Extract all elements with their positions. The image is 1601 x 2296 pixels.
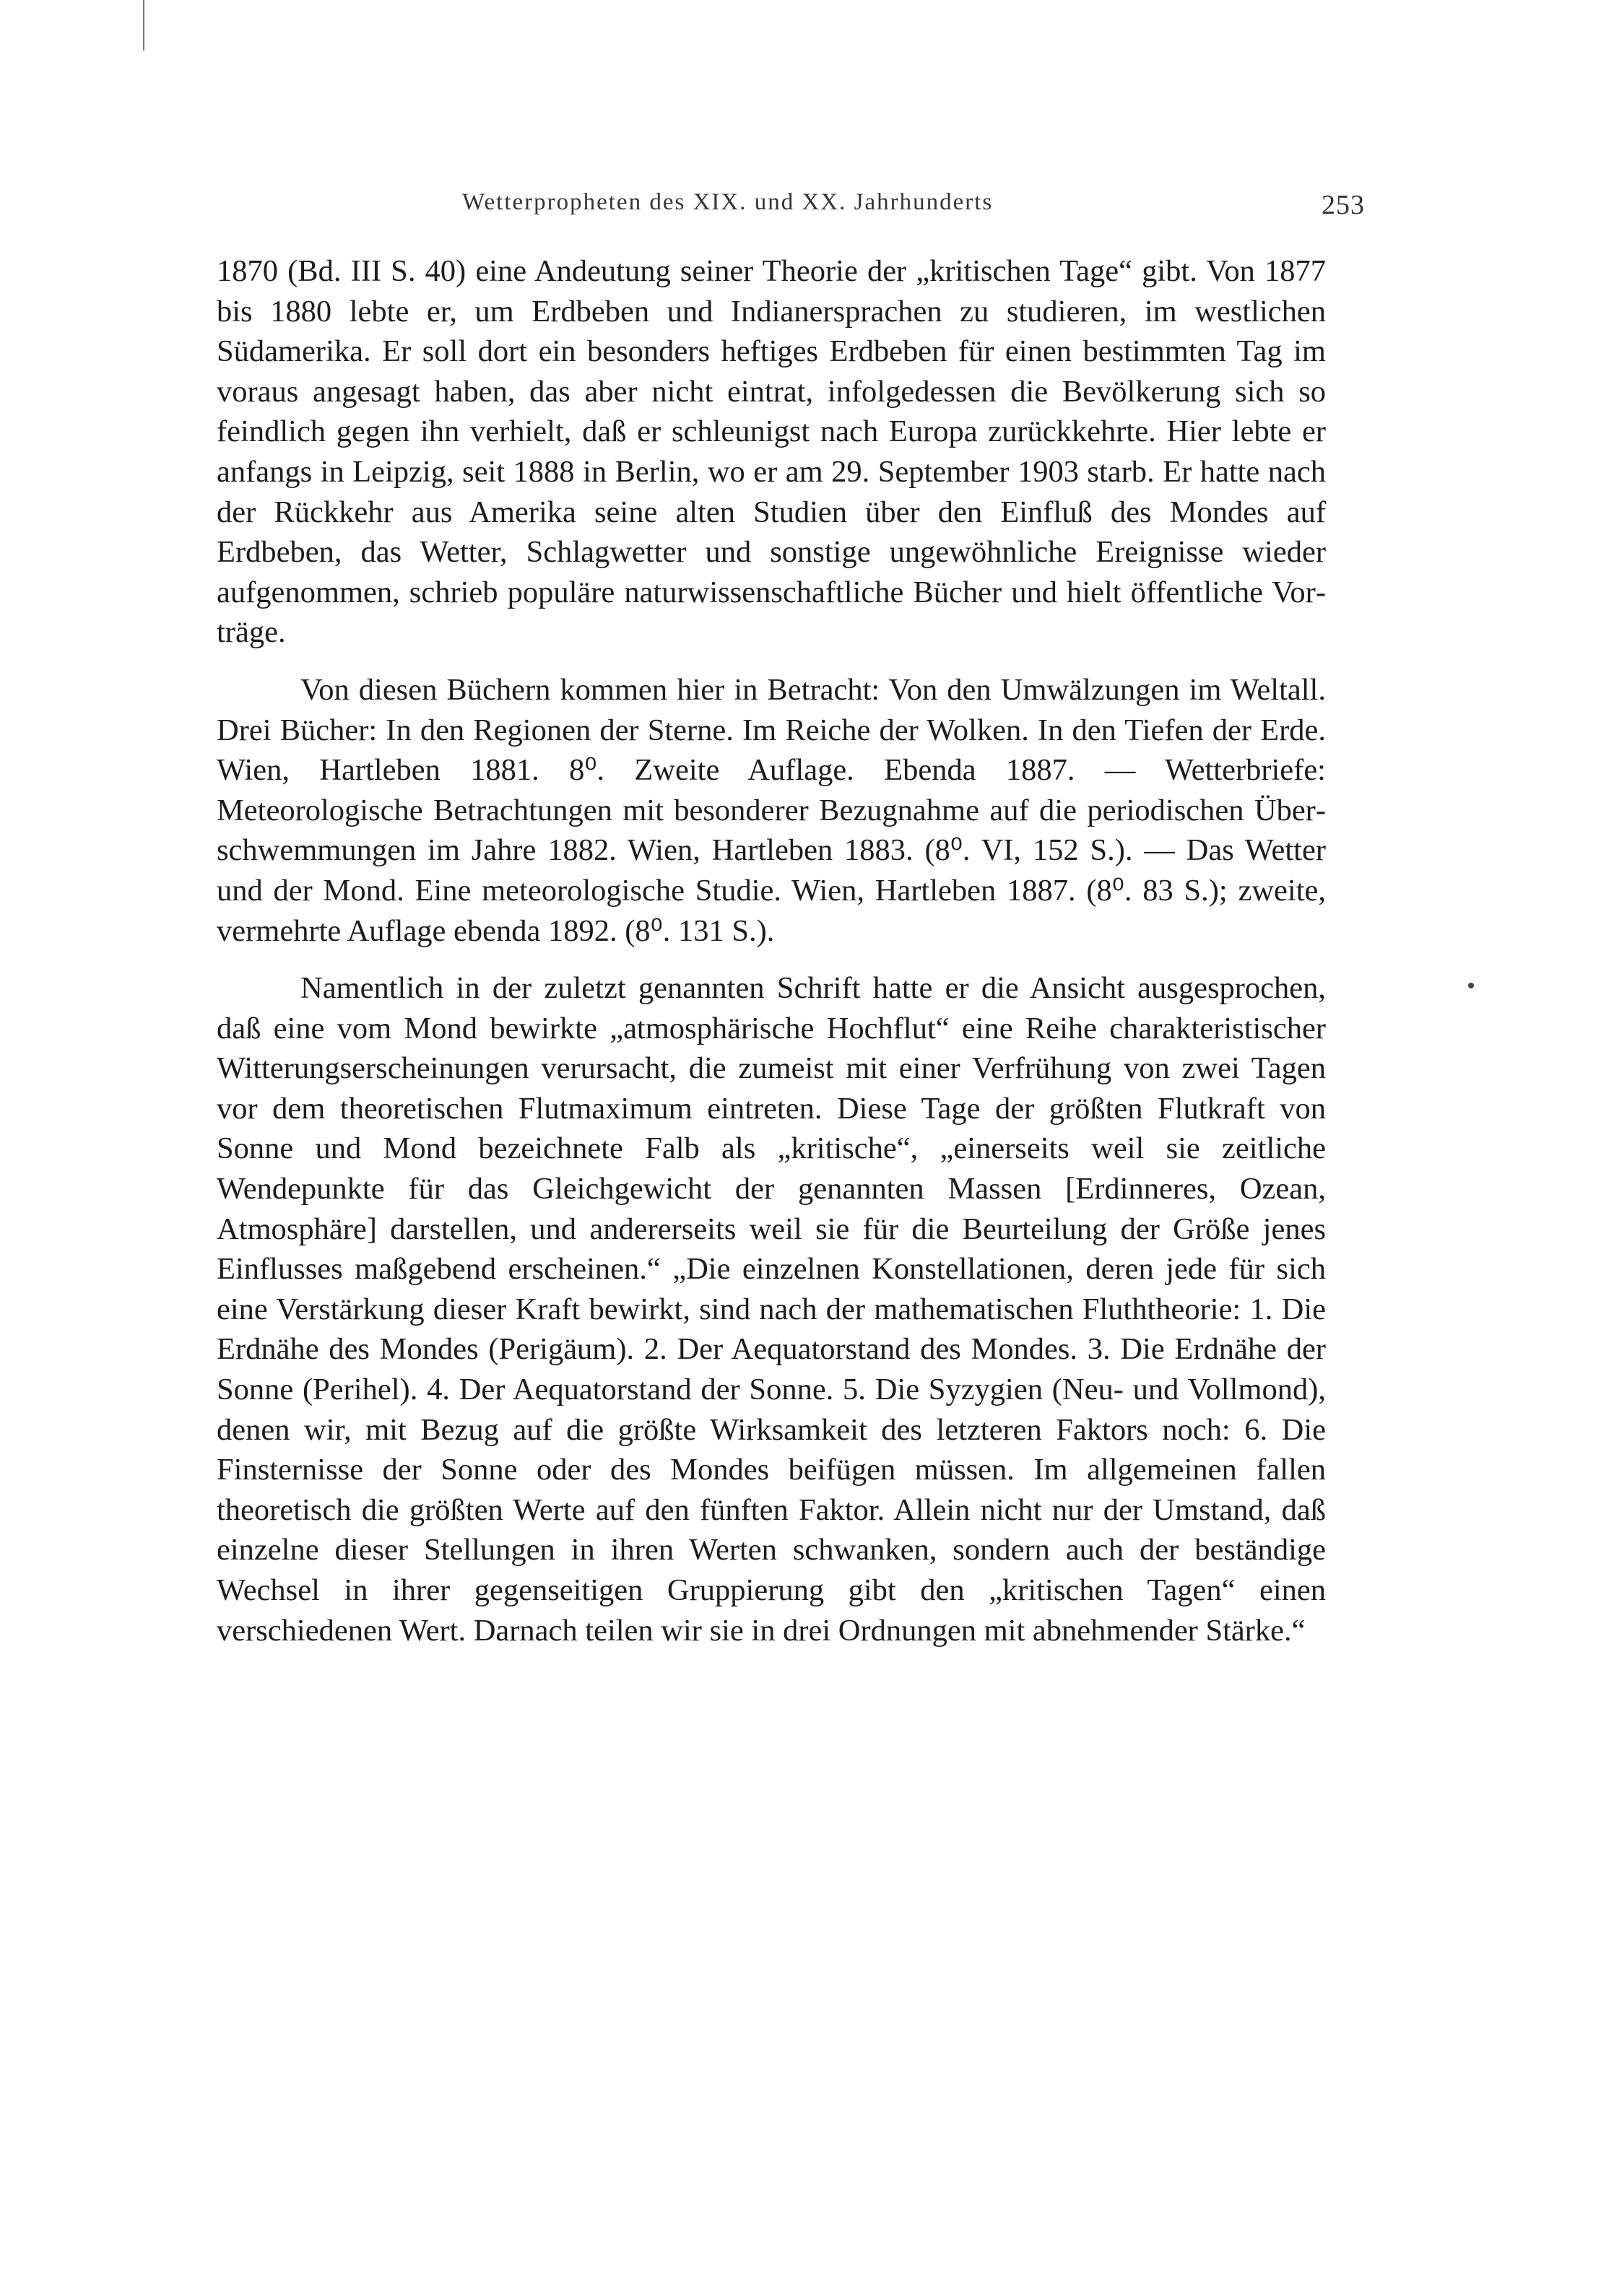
- paragraph-continuation: 1870 (Bd. III S. 40) eine Andeutung seiner Theorie der „kritischen Tage“ gibt. Von 1877 bis 1880 lebte er, um Erdbeben und Indianersprachen zu studieren, im westlichen Südamerika. Er soll dort ein besonders heftiges Erdbeben für einen bestimmten Tag im voraus angesagt haben, das aber nicht eintrat, infolgedessen die Bevölkerung sich so feindlich gegen ihn verhielt, daß er schleunigst nach Europa zurückkehrte. Hier lebte er anfangs in Leipzig, seit 1888 in Berlin, wo er am 29. September 1903 starb. Er hatte nach der Rückkehr aus Amerika seine alten Studien über den Einfluß des Mondes auf Erdbeben, das Wetter, Schlagwetter und sonstige ungewöhnliche Ereignisse wieder aufgenommen, schrieb populäre naturwissenschaftliche Bücher und hielt öffentliche Vorträge.: [217, 254, 1326, 650]
- binding-mark: [143, 0, 144, 51]
- ink-speck: [1468, 983, 1474, 988]
- running-title: Wetterpropheten des XIX. und XX. Jahrhunderts: [462, 189, 994, 215]
- body-text: [217, 251, 1326, 1651]
- page-number: 253: [1322, 190, 1365, 220]
- page-header: [462, 189, 1365, 232]
- paragraph-theory: Namentlich in der zuletzt genannten Schrift hatte er die Ansicht ausgesprochen, daß eine vom Mond bewirkte „atmosphärische Hochflut“ eine Reihe charakteristischer Witterungserscheinungen verursacht, die zumeist mit einer Verfrühung von zwei Tagen vor dem theoretischen Flutmaximum eintreten. Diese Tage der größten Flutkraft von Sonne und Mond bezeichnete Falb als „kritische“, „einerseits weil sie zeitliche Wendepunkte für das Gleichgewicht der genannten Massen [Erdinneres, Ozean, Atmosphäre] darstellen, und andererseits weil sie für die Beurteilung der Größe jenes Einflusses maßgebend erscheinen.“ „Die einzelnen Konstellationen, deren jede für sich eine Verstärkung dieser Kraft bewirkt, sind nach der mathematischen Fluththeorie: 1. Die Erdnähe des Mondes (Perigäum). 2. Der Aequatorstand des Mondes. 3. Die Erdnähe der Sonne (Perihel). 4. Der Aequatorstand der Sonne. 5. Die Syzygien (Neu- und Vollmond), denen wir, mit Bezug auf die größte Wirksamkeit des letzteren Faktors noch: 6. Die Finsternisse der Sonne oder des Mondes beifügen müssen. Im allgemeinen fallen theoretisch die größten Werte auf den fünften Faktor. Allein nicht nur der Umstand, daß einzelne dieser Stellungen in ihren Werten schwanken, sondern auch der beständige Wechsel in ihrer gegenseitigen Gruppierung gibt den „kritischen Tagen“ einen verschiedenen Wert. Darnach teilen wir sie in drei Ordnungen mit abnehmender Stärke.“: [217, 971, 1326, 1648]
- paragraph-books: Von diesen Büchern kommen hier in Betracht: Von den Umwälzungen im Weltall. Drei Bücher: In den Regionen der Sterne. Im Reiche der Wolken. In den Tiefen der Erde. Wien, Hartleben 1881. 8⁰. Zweite Auflage. Ebenda 1887. — Wetterbriefe: Meteorologische Betrachtungen mit besonderer Bezugnahme auf die periodischen Überschwemmungen im Jahre 1882. Wien, Hartleben 1883. (8⁰. VI, 152 S.). — Das Wetter und der Mond. Eine meteorologische Studie. Wien, Hartleben 1887. (8⁰. 83 S.); zweite, vermehrte Auflage ebenda 1892. (8⁰. 131 S.).: [217, 672, 1326, 948]
